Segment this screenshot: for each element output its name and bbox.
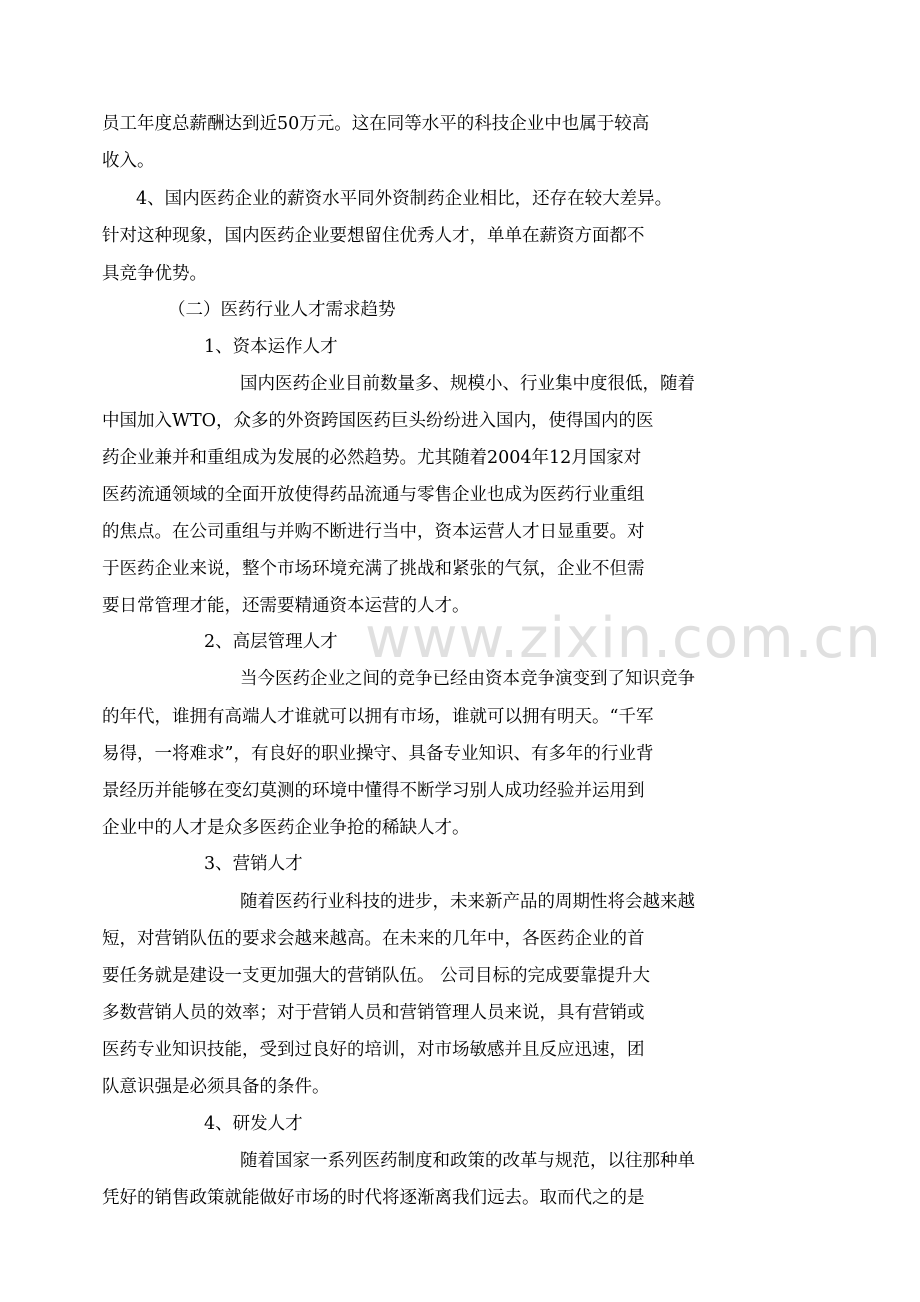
text-line: 队意识强是必须具备的条件。 [102, 1077, 330, 1097]
text-line: 具竞争优势。 [102, 264, 207, 284]
text-line: 随着医药行业科技的进步，未来新产品的周期性将会越来越 [240, 892, 695, 912]
text-line: 医药专业知识技能，受到过良好的培训，对市场敏感并且反应迅速，团 [102, 1040, 645, 1060]
text-line: 国内医药企业目前数量多、规模小、行业集中度很低，随着 [240, 374, 695, 394]
subsection-heading: 4、研发人才 [204, 1114, 303, 1134]
text-line: 企业中的人才是众多医药企业争抢的稀缺人才。 [102, 818, 470, 838]
text-line: 多数营销人员的效率；对于营销人员和营销管理人员来说，具有营销或 [102, 1003, 645, 1023]
text-line: 景经历并能够在变幻莫测的环境中懂得不断学习别人成功经验并运用到 [102, 781, 645, 801]
text-line: 于医药企业来说，整个市场环境充满了挑战和紧张的气氛，企业不但需 [102, 559, 645, 579]
text-line: 要任务就是建设一支更加强大的营销队伍。 公司目标的完成要靠提升大 [102, 966, 651, 986]
text-line: 药企业兼并和重组成为发展的必然趋势。尤其随着2004年12月国家对 [102, 448, 642, 468]
text-line: 凭好的销售政策就能做好市场的时代将逐渐离我们远去。取而代之的是 [102, 1188, 645, 1208]
subsection-heading: 2、高层管理人才 [204, 632, 338, 652]
subsection-heading: 1、资本运作人才 [204, 337, 338, 357]
text-line: 要日常管理才能，还需要精通资本运营的人才。 [102, 596, 470, 616]
watermark: www.zixin.com.cn [365, 606, 882, 671]
text-line: 的年代，谁拥有高端人才谁就可以拥有市场，谁就可以拥有明天。“千军 [102, 707, 654, 727]
subsection-heading: 3、营销人才 [204, 854, 303, 874]
text-line: 针对这种现象，国内医药企业要想留住优秀人才，单单在薪资方面都不 [102, 226, 645, 246]
text-line: 短，对营销队伍的要求会越来越高。在未来的几年中，各医药企业的首 [102, 929, 645, 949]
section-heading: （二）医药行业人才需求趋势 [168, 300, 396, 320]
text-line: 的焦点。在公司重组与并购不断进行当中，资本运营人才日显重要。对 [102, 522, 645, 542]
text-line: 员工年度总薪酬达到近50万元。这在同等水平的科技企业中也属于较高 [102, 114, 650, 134]
text-line: 医药流通领域的全面开放使得药品流通与零售企业也成为医药行业重组 [102, 485, 645, 505]
text-line: 易得，一将难求”，有良好的职业操守、具备专业知识、有多年的行业背 [102, 744, 654, 764]
text-line: 随着国家一系列医药制度和政策的改革与规范，以往那种单 [240, 1151, 695, 1171]
text-line: 收入。 [102, 151, 155, 171]
text-line: 中国加入WTO，众多的外资跨国医药巨头纷纷进入国内，使得国内的医 [102, 411, 654, 431]
text-line: 当今医药企业之间的竞争已经由资本竞争演变到了知识竞争 [240, 669, 695, 689]
text-line: 4、国内医药企业的薪资水平同外资制药企业相比，还存在较大差异。 [136, 189, 673, 209]
